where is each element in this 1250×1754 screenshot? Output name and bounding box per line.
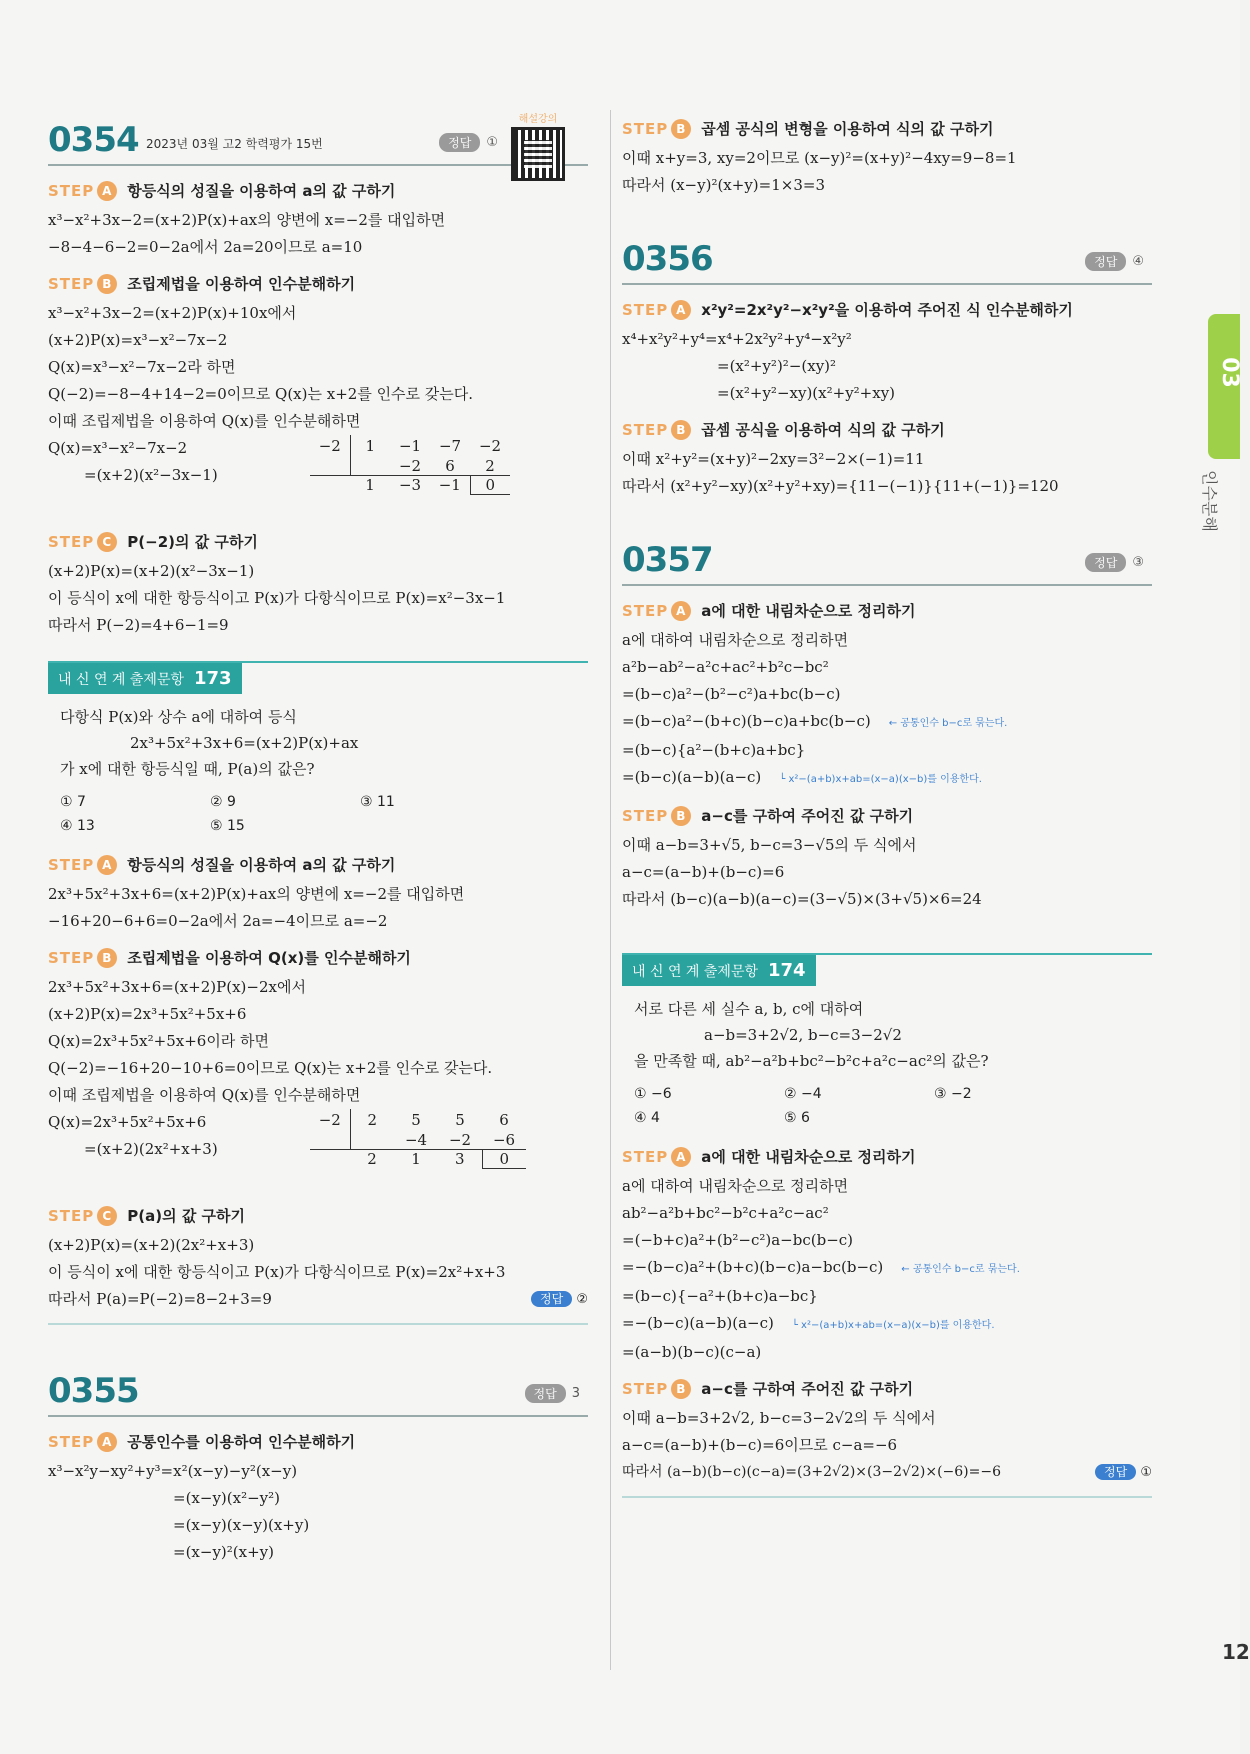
choice[interactable]: ④ 4 [634,1110,660,1126]
step-c: STEP C P(−2)의 값 구하기 [48,532,258,551]
chapter-tab[interactable]: 03 [1208,314,1240,459]
solution-line: =(−b+c)a²+(b²−c²)a−bc(b−c) [622,1231,854,1249]
solution-line: a에 대하여 내림차순으로 정리하면 [622,1177,849,1195]
solution-line: 따라서 P(a)=P(−2)=8−2+3=9 [48,1290,272,1308]
solution-line: =(x−y)(x−y)(x+y) [173,1516,310,1534]
solution-line: =−(b−c)(a−b)(a−c) [622,1314,774,1332]
question-number: 0354 [48,120,139,160]
section-end-rule [622,1496,1152,1498]
solution-line: (x+2)P(x)=x³−x²−7x−2 [48,331,228,349]
solution-line: ab²−a²b+bc²−b²c+a²c−ac² [622,1204,829,1222]
answer-choices [634,1082,1142,1130]
problem-line: 가 x에 대한 항등식일 때, P(a)의 값은? [60,760,315,778]
step-a: STEP A 공통인수를 이용하여 인수분해하기 [48,1432,356,1451]
solution-line: =(b−c){a²−(b+c)a+bc} [622,741,806,759]
step-a: STEP A x²y²=2x²y²−x²y²을 이용하여 주어진 식 인수분해하기 [622,300,1073,319]
solution-line: =(x²+y²−xy)(x²+y²+xy) [717,384,896,402]
answer-badge: 정답 ① [1095,1459,1152,1486]
solution-line: Q(x)=x³−x²−7x−2라 하면 [48,358,236,376]
solution-line: 따라서 (x²+y²−xy)(x²+y²+xy)={11−(−1)}{11+(−1)}=120 [622,477,1059,495]
solution-line: =(x−y)(x²−y²) [173,1489,281,1507]
problem-line: 다항식 P(x)와 상수 a에 대하여 등식 [60,708,297,726]
choice[interactable]: ① −6 [634,1086,672,1102]
question-number: 0356 [622,239,713,279]
solution-line: =(b−c)a²−(b+c)(b−c)a+bc(b−c) [622,712,871,730]
step-title: x²y²=2x²y²−x²y²을 이용하여 주어진 식 인수분해하기 [701,301,1073,319]
solution-line: 따라서 P(−2)=4+6−1=9 [48,616,229,634]
choice[interactable]: ⑤ 15 [210,818,245,834]
related-problem-173 [48,661,588,842]
choice[interactable]: ② 9 [210,794,236,810]
related-problem-174 [622,953,1152,1134]
choice[interactable]: ② −4 [784,1086,822,1102]
solution-line: =(b−c)(a−b)(a−c) [622,768,762,786]
solution-line: 따라서 (x−y)²(x+y)=1×3=3 [622,176,825,194]
solution-line: =(b−c){−a²+(b+c)a−bc} [622,1287,818,1305]
problem-line: a−b=3+2√2, b−c=3−2√2 [704,1026,902,1044]
answer-badge: 정답 ④ [1085,252,1144,271]
solution-line: =(x+2)(x²−3x−1) [84,466,218,484]
step-a: STEP A a에 대한 내림차순으로 정리하기 [622,601,916,620]
question-number: 0355 [48,1371,139,1411]
step-title: P(a)의 값 구하기 [127,1207,246,1225]
step-title: 조립제법을 이용하여 Q(x)를 인수분해하기 [127,949,411,967]
solution-line: −8−4−6−2=0−2a에서 2a=20이므로 a=10 [48,238,363,256]
solution-line: 이때 a−b=3+2√2, b−c=3−2√2의 두 식에서 [622,1409,936,1427]
answer-badge: 정답 ③ [1085,553,1144,572]
question-number: 0357 [622,540,713,580]
solution-line: a에 대하여 내림차순으로 정리하면 [622,631,849,649]
step-a: STEP A a에 대한 내림차순으로 정리하기 [622,1147,916,1166]
chapter-title: 인수분해 [1200,470,1219,532]
solution-line: =(b−c)a²−(b²−c²)a+bc(b−c) [622,685,841,703]
solution-line: −16+20−6+6=0−2a에서 2a=−4이므로 a=−2 [48,912,388,930]
solution-line: 이때 x+y=3, xy=2이므로 (x−y)²=(x+y)²−4xy=9−8=1 [622,149,1017,167]
left-column [48,110,588,1566]
step-title: a−c를 구하여 주어진 값 구하기 [701,807,914,825]
step-title: 항등식의 성질을 이용하여 a의 값 구하기 [127,182,396,200]
choice[interactable]: ④ 13 [60,818,95,834]
related-problem-tab: 내 신 연 계 출제문항 174 [622,955,816,986]
section-end-rule [48,1323,588,1325]
solution-line: Q(x)=x³−x²−7x−2 [48,439,188,457]
page-number: 12 [1222,1640,1250,1664]
solution-line: 이 등식이 x에 대한 항등식이고 P(x)가 다항식이므로 P(x)=x²−3x−1 [48,589,506,607]
question-0357-header [622,530,1152,586]
annotation: └ x²−(a+b)x+ab=(x−a)(x−b)를 이용한다. [791,1320,995,1331]
solution-line: =(x+2)(2x²+x+3) [84,1140,218,1158]
solution-line: =(x²+y²)²−(xy)² [717,357,837,375]
synthetic-division-1: −2 1 −1 −7 −2 −2 6 2 1 −3 −1 0 [310,435,510,495]
step-title: a−c를 구하여 주어진 값 구하기 [701,1380,914,1398]
step-title: a에 대한 내림차순으로 정리하기 [701,602,916,620]
solution-line: Q(x)=2x³+5x²+5x+6 [48,1113,207,1131]
qr-lecture[interactable] [508,110,568,183]
step-b: STEP B 곱셈 공식의 변형을 이용하여 식의 값 구하기 [622,119,994,138]
step-b: STEP B a−c를 구하여 주어진 값 구하기 [622,806,914,825]
answer-badge: 정답 ① [439,133,498,152]
solution-line: a−c=(a−b)+(b−c)=6 [622,863,785,881]
annotation: └ x²−(a+b)x+ab=(x−a)(x−b)를 이용한다. [779,774,982,785]
solution-line: 이때 a−b=3+√5, b−c=3−√5의 두 식에서 [622,836,917,854]
solution-line: 이때 조립제법을 이용하여 Q(x)를 인수분해하면 [48,412,361,430]
solution-line: (x+2)P(x)=(x+2)(x²−3x−1) [48,562,255,580]
solution-line: x⁴+x²y²+y⁴=x⁴+2x²y²+y⁴−x²y² [622,330,852,348]
question-0355-header [48,1361,588,1417]
question-0354-header [48,110,588,166]
solution-line: Q(−2)=−8−4+14−2=0이므로 Q(x)는 x+2를 인수로 갖는다. [48,385,474,403]
synthetic-division-block [48,1109,588,1193]
annotation: ← 공통인수 b−c로 묶는다. [901,1264,1020,1275]
solution-line: 이 등식이 x에 대한 항등식이고 P(x)가 다항식이므로 P(x)=2x²+x+3 [48,1263,506,1281]
problem-line: 서로 다른 세 실수 a, b, c에 대하여 [634,1000,864,1018]
choice[interactable]: ③ −2 [934,1086,972,1102]
solution-line: =(x−y)²(x+y) [173,1543,274,1561]
synthetic-division-2: −2 2 5 5 6 −4 −2 −6 2 1 3 0 [310,1109,526,1169]
step-title: P(−2)의 값 구하기 [127,533,258,551]
question-source: 2023년 03월 고2 학력평가 15번 [146,137,323,151]
step-b: STEP B a−c를 구하여 주어진 값 구하기 [622,1379,914,1398]
solution-line: (x+2)P(x)=(x+2)(2x²+x+3) [48,1236,255,1254]
solution-line: x³−x²+3x−2=(x+2)P(x)+10x에서 [48,304,297,322]
synthetic-division-block [48,435,588,519]
step-c: STEP C P(a)의 값 구하기 [48,1206,246,1225]
step-title: 곱셈 공식을 이용하여 식의 값 구하기 [701,421,945,439]
solution-line: =(a−b)(b−c)(c−a) [622,1343,762,1361]
problem-line: 을 만족할 때, ab²−a²b+bc²−b²c+a²c−ac²의 값은? [634,1052,989,1070]
choice[interactable]: ⑤ 6 [784,1110,810,1126]
solution-line: Q(−2)=−16+20−10+6=0이므로 Q(x)는 x+2를 인수로 갖는다. [48,1059,493,1077]
solution-line: x³−x²+3x−2=(x+2)P(x)+ax의 양변에 x=−2를 대입하면 [48,211,446,229]
answer-badge: 정답 ② [531,1286,588,1313]
solution-line: 따라서 (b−c)(a−b)(a−c)=(3−√5)×(3+√5)×6=24 [622,890,982,908]
step-b: STEP B 조립제법을 이용하여 인수분해하기 [48,274,356,293]
solution-line: x³−x²y−xy²+y³=x²(x−y)−y²(x−y) [48,1462,298,1480]
annotation: ← 공통인수 b−c로 묶는다. [888,718,1008,729]
solution-line: 2x³+5x²+3x+6=(x+2)P(x)−2x에서 [48,978,306,996]
solution-line: =−(b−c)a²+(b+c)(b−c)a−bc(b−c) [622,1258,884,1276]
solution-line: a−c=(a−b)+(b−c)=6이므로 c−a=−6 [622,1436,898,1454]
step-title: 조립제법을 이용하여 인수분해하기 [127,275,356,293]
step-title: 곱셈 공식의 변형을 이용하여 식의 값 구하기 [701,120,994,138]
solution-line: a²b−ab²−a²c+ac²+b²c−bc² [622,658,829,676]
related-problem-tab: 내 신 연 계 출제문항 173 [48,663,242,694]
solution-line: 따라서 (a−b)(b−c)(c−a)=(3+2√2)×(3−2√2)×(−6)=−6 [622,1464,1001,1480]
solution-line: 2x³+5x²+3x+6=(x+2)P(x)+ax의 양변에 x=−2를 대입하면 [48,885,465,903]
solution-line: Q(x)=2x³+5x²+5x+6이라 하면 [48,1032,270,1050]
answer-choices [60,790,578,838]
answer-badge: 정답 3 [525,1384,580,1403]
problem-line: 2x³+5x²+3x+6=(x+2)P(x)+ax [130,734,359,752]
question-0356-header [622,229,1152,285]
step-b: STEP B 곱셈 공식을 이용하여 식의 값 구하기 [622,420,945,439]
step-a: STEP A 항등식의 성질을 이용하여 a의 값 구하기 [48,181,396,200]
choice[interactable]: ③ 11 [360,794,395,810]
step-title: 공통인수를 이용하여 인수분해하기 [127,1433,356,1451]
solution-line: 이때 조립제법을 이용하여 Q(x)를 인수분해하면 [48,1086,361,1104]
qr-label: 해설강의 [518,114,558,125]
column-divider [610,110,611,1670]
solution-line: (x+2)P(x)=2x³+5x²+5x+6 [48,1005,247,1023]
step-a: STEP A 항등식의 성질을 이용하여 a의 값 구하기 [48,855,396,874]
choice[interactable]: ① 7 [60,794,86,810]
step-b: STEP B 조립제법을 이용하여 Q(x)를 인수분해하기 [48,948,411,967]
right-column [622,118,1152,1498]
step-title: 항등식의 성질을 이용하여 a의 값 구하기 [127,856,396,874]
solution-line: 이때 x²+y²=(x+y)²−2xy=3²−2×(−1)=11 [622,450,925,468]
step-title: a에 대한 내림차순으로 정리하기 [701,1148,916,1166]
qr-code-icon [511,127,565,181]
